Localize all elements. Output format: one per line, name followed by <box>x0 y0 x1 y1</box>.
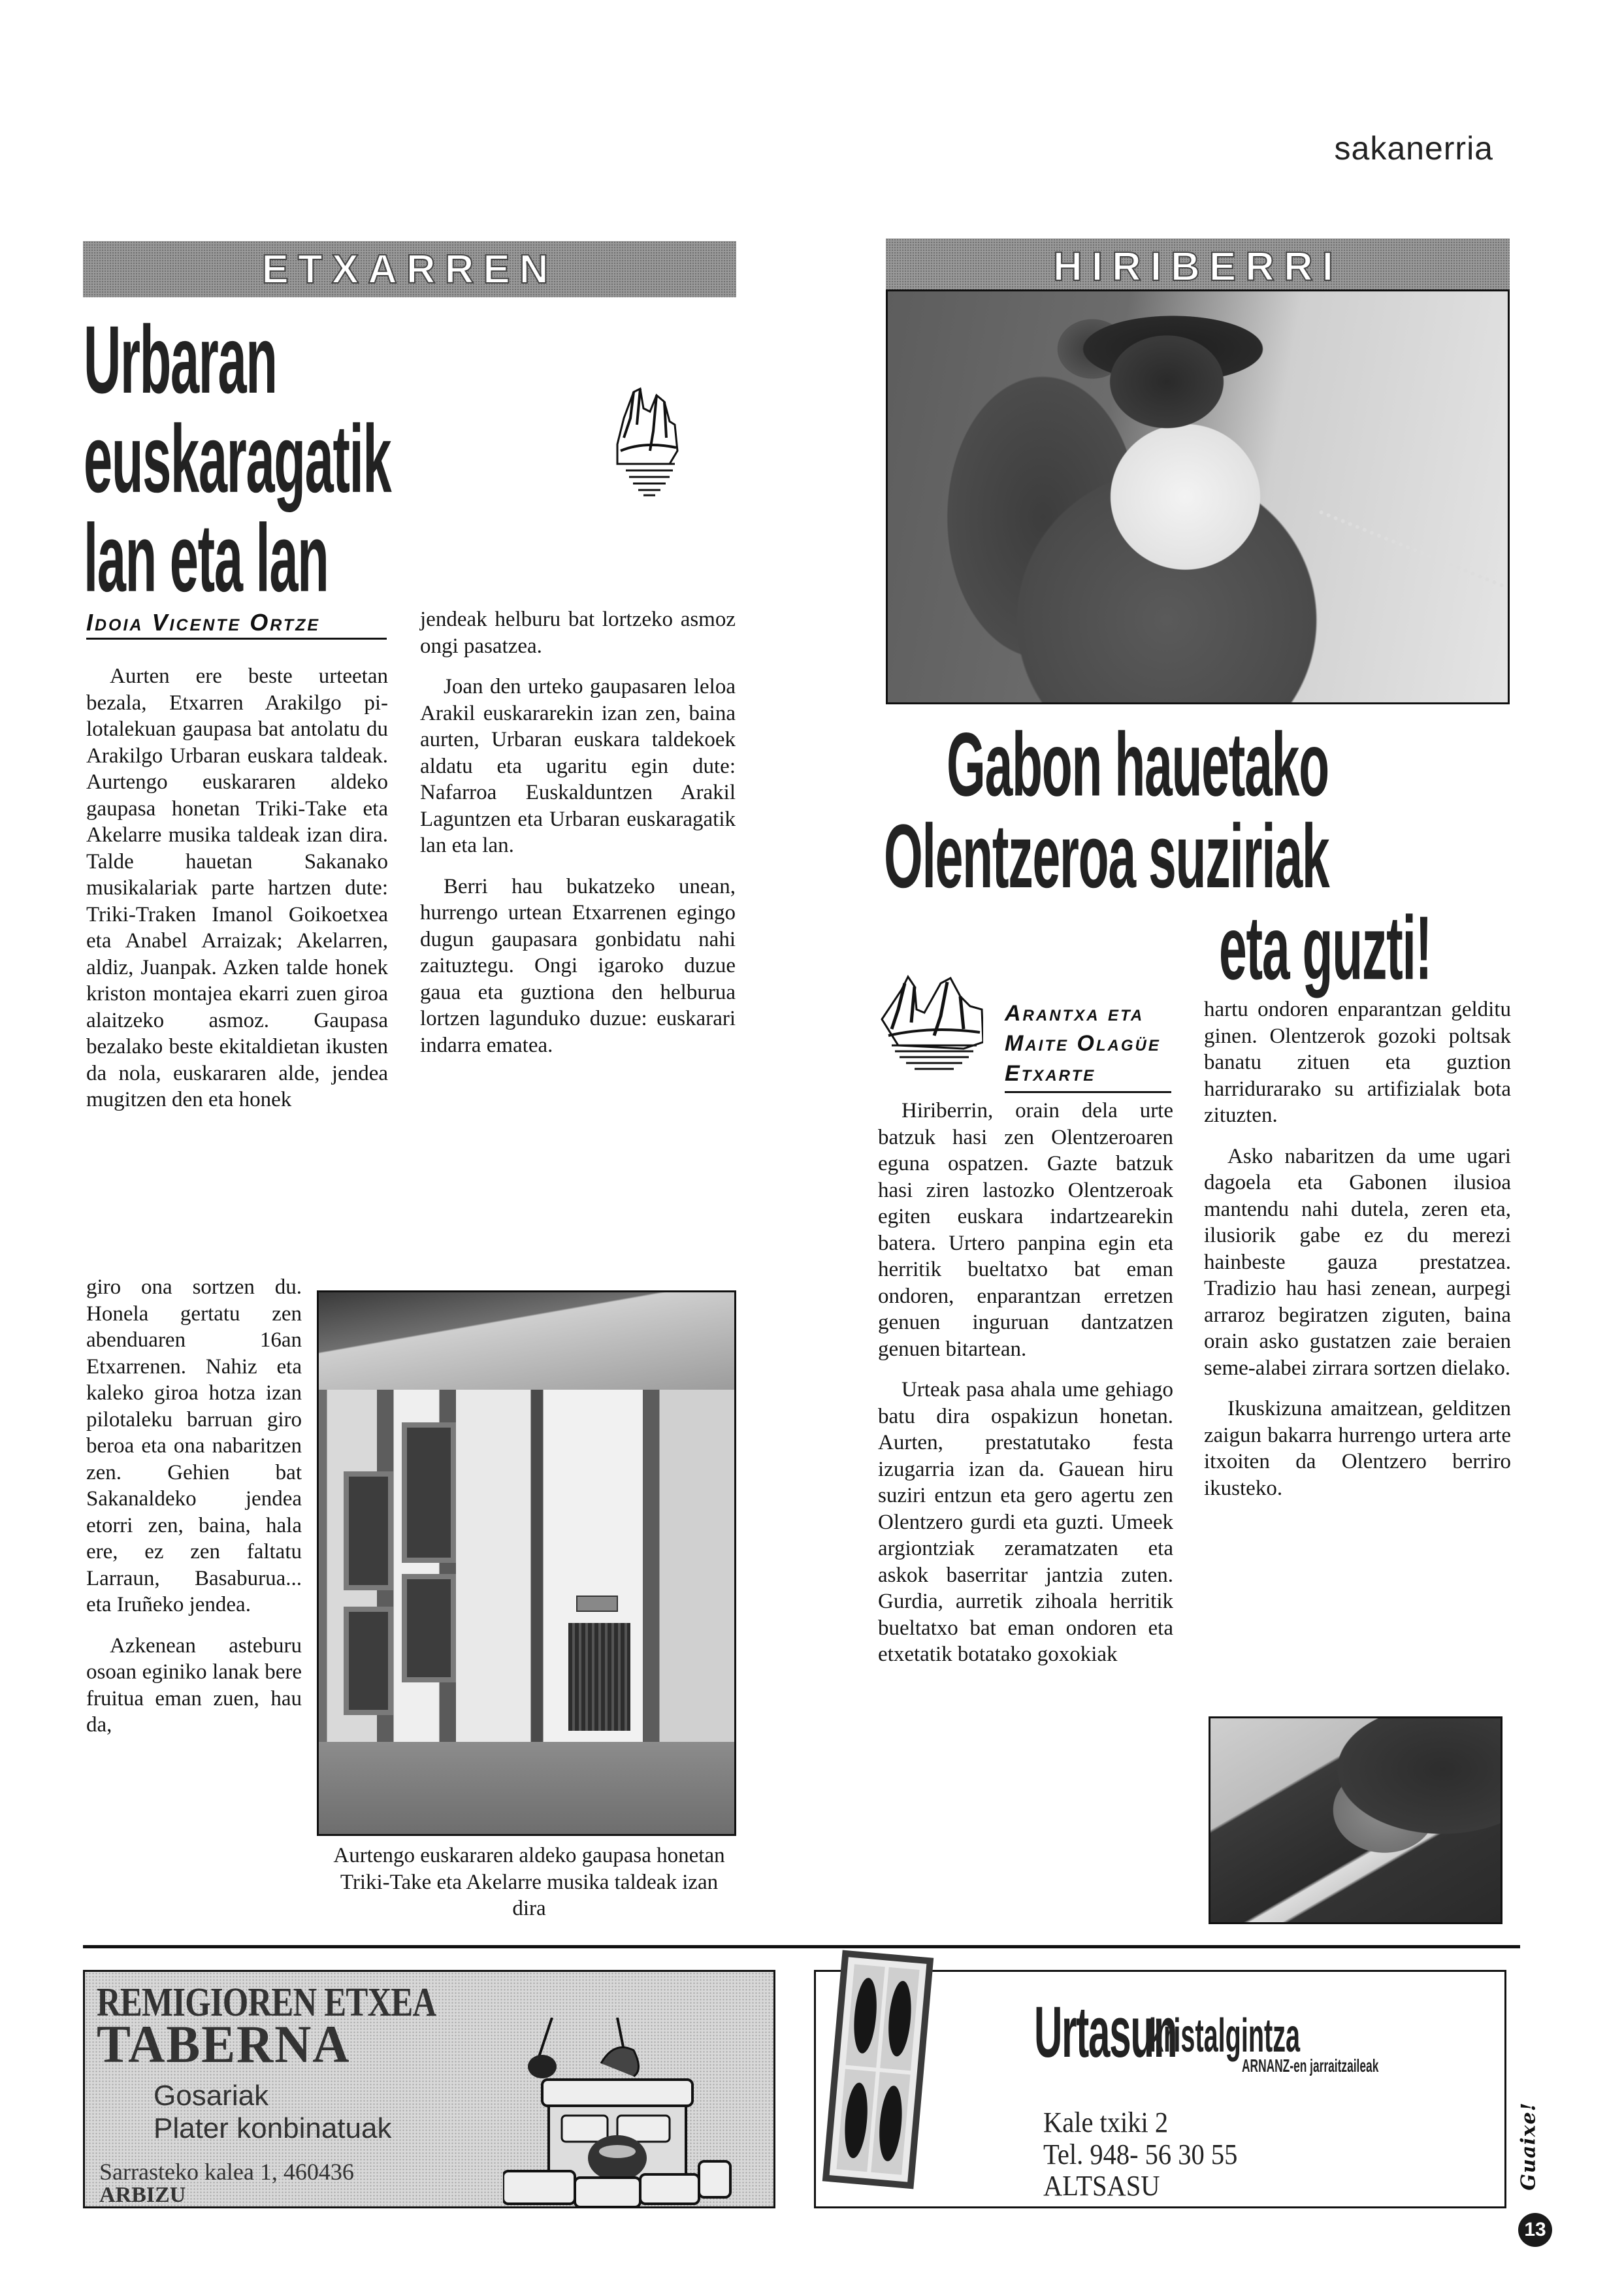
tile <box>836 2069 875 2172</box>
paragraph: Hiriberrin, orain dela urte batzuk hasi zen Olentzeroaren eguna ospatzen. Gazte batzuk hasi ziren lastozko Olentzeroak egiten euskara indartzearekin batera. Urtero panpina egin eta herritik bueltatxo bat eman ondoren, enparantzan erretzen genuen inguruan dantzatzen genuen bitartean. <box>878 1099 1173 1361</box>
tile <box>880 1967 919 2071</box>
headline-line: Olentzeroa suziriak <box>884 806 1329 908</box>
article-column <box>1204 996 1511 1516</box>
author-byline <box>1005 998 1171 1093</box>
paragraph: Aurten ere beste urteetan bezala, Etxarren Arakilgo pilotalekuan gaupasa bat antolatu du Arakilgo Urbaran euskara taldeak. Aurtengo euskararen aldeko gaupasa honetan Triki-Take eta Akelarre musika taldeak izan dira. Talde hauetan Sakanako musikalariak parte hartzen dute: Triki-Traken Imanol Goikoetxea eta Anabel Arraizak; Akelarren, aldiz, Juanpak. Azken talde honek kriston montajea ekarri zuen giroa alaitzeko asmoz. Gaupasa bezalako beste ekitaldietan ikusten da nola, euskararen alde, jendea mugitzen den eta honek <box>86 664 388 1111</box>
tile <box>871 2072 910 2175</box>
photo-garland <box>1312 510 1504 603</box>
photo-window <box>344 1607 393 1715</box>
author-line: Etxarte <box>1005 1061 1096 1086</box>
headline-line: Gabon hauetako <box>947 714 1329 815</box>
article-column <box>420 606 736 1073</box>
photo-door <box>568 1623 630 1731</box>
ad-urtasun-kristalgintza <box>814 1970 1506 2208</box>
headline-line: euskaragatik <box>84 405 391 514</box>
ad-service: Plater konbinatuak <box>154 2112 392 2144</box>
paragraph: giro ona sortzen du. Honela gertatu zen abenduaren 16an Etxarrenen. Nahiz eta kaleko giroa hotza izan pilotaleku barruan giro beroa eta ona nabaritzen zen. Gehien bat Sakanaldeko jendea etorri zen, baina, hala ere, ez zen faltatu Larraun, Basaburua... eta Iruñeko jendea. <box>86 1275 302 1616</box>
headline-line: lan eta lan <box>84 504 329 612</box>
paragraph: Joan den urteko gaupasaren leloa Arakil euskararekin izan zen, baina aurten, Urbaran euskara taldekoek aldatu eta ugaritu egin dute: Nafarroa Euskalduntzen Arakil Laguntzen eta Urbaran euskaragatik lan eta lan. <box>420 675 736 857</box>
photo-roof <box>319 1292 734 1390</box>
stained-glass-tiles-icon <box>822 1950 934 2189</box>
section-label: sakanerria <box>1334 130 1493 167</box>
photo-olentzero-figure <box>886 289 1510 704</box>
location-label: HIRIBERRI <box>1053 244 1342 289</box>
page-number: 13 <box>1518 2213 1552 2247</box>
ad-address: Sarrasteko kalea 1, 460436 <box>99 2159 354 2185</box>
photo-olentzero-closeup <box>1209 1716 1502 1924</box>
tile <box>845 1964 885 2067</box>
ad-brand-name: Urtasun <box>1034 1992 1177 2073</box>
author-byline: Idoia Vicente Ortze <box>86 609 387 640</box>
paragraph: hartu ondoren enparantzan gelditu ginen. Olentzerok gozoki poltsak banatu zituen eta guztion harridurarako su artifizialak bota zituzten. <box>1204 998 1511 1127</box>
ad-service: Gosariak <box>154 2080 269 2112</box>
photo-pelota-court-building <box>317 1290 736 1836</box>
ad-phone: Tel. 948- 56 30 55 <box>1043 2138 1238 2170</box>
headline-left <box>84 306 391 612</box>
magazine-logo <box>1514 2102 1543 2191</box>
paragraph: Azkenean asteburu osoan eginiko lanak bere fruitua eman zuen, hau da, <box>86 1633 302 1737</box>
headline-line: eta guzti! <box>1219 898 1432 999</box>
paragraph: jendeak helburu bat lortzeko asmoz ongi pasatzea. <box>420 608 736 658</box>
author-line: Arantxa eta <box>1005 1001 1145 1026</box>
ads-divider-rule <box>83 1945 1520 1948</box>
ad-town: ALTSASU <box>1043 2170 1160 2202</box>
photo-window <box>402 1574 456 1682</box>
location-banner-hiriberri <box>886 238 1510 295</box>
photo-caption: Aurtengo euskararen aldeko gaupasa honetan Triki-Take eta Akelarre musika taldeak izan dira <box>333 1844 725 1920</box>
article-column <box>878 1098 1173 1682</box>
headline-line: Urbaran <box>84 306 277 414</box>
ad-business-name: REMIGIOREN ETXEA <box>97 1980 436 2025</box>
mountain-logo-icon <box>604 372 683 510</box>
photo-window <box>402 1422 456 1563</box>
ad-address: Kale txiki 2 <box>1043 2106 1169 2138</box>
ad-brand-subtitle: kristalgintza <box>1149 2008 1301 2062</box>
author-line: Maite Olagüe <box>1005 1031 1161 1056</box>
photo-window <box>344 1471 393 1590</box>
paragraph: Urteak pasa ahala ume gehiago batu dira ospakizun honetan. Aurten, prestatutako festa izugarria izan da. Gauean hiru suziri entzun eta gero agertu zen Olentzero gurdi eta guzti. Umeek argiontziak zeramatzaten eta askok baserritar jantzia zuten. Gurdia, aurretik zihoala herritik bueltatxo bat eman ondoren eta etxetatik botatako goxokiak <box>878 1378 1173 1666</box>
headline-right <box>884 714 1432 999</box>
paragraph: Berri hau bukatzeko unean, hurrengo urtean Etxarrenen egingo dugun gaupasara gonbidatu nahi zaituztegu. Ongi igaroko duzue gaua eta guztiona den helburua lortzen lagunduko duzue: euskarari indarra ematea. <box>420 874 736 1057</box>
ad-business-type: TABERNA <box>97 2014 351 2074</box>
paragraph: Asko nabaritzen da ume ugari dagoela eta Gabonen ilusioa mantendu nahi dutela, zeren eta, ilusiorik gabe ez du merezi hainbeste gauza prestatzea. Tradizio hau hasi zenean, aurpegi arraroz begiratzen ziguten, baina orain asko gustatzen zaie beraien seme-alabei zirrara sortzen dielako. <box>1204 1144 1511 1380</box>
fireplace-kettle-icon <box>503 2018 732 2207</box>
ad-tagline: ARNANZ-en jarraitzaileak <box>1242 2055 1379 2076</box>
paragraph: Ikuskizuna amaitzean, gelditzen zaigun bakarra hurrengo urtera arte itxoiten da Olentzero berriro ikusteko. <box>1204 1397 1511 1500</box>
article-column <box>86 1274 302 1753</box>
magazine-logo-text: Guaixe! <box>1517 2102 1540 2191</box>
ad-town: ARBIZU <box>99 2183 186 2207</box>
location-banner-etxarren <box>83 241 736 297</box>
article-column <box>86 663 388 1128</box>
location-label: ETXARREN <box>261 246 558 292</box>
photo-sign <box>576 1596 618 1612</box>
mountain-logo-icon <box>879 970 983 1075</box>
ad-remigioren-taberna <box>83 1970 775 2208</box>
